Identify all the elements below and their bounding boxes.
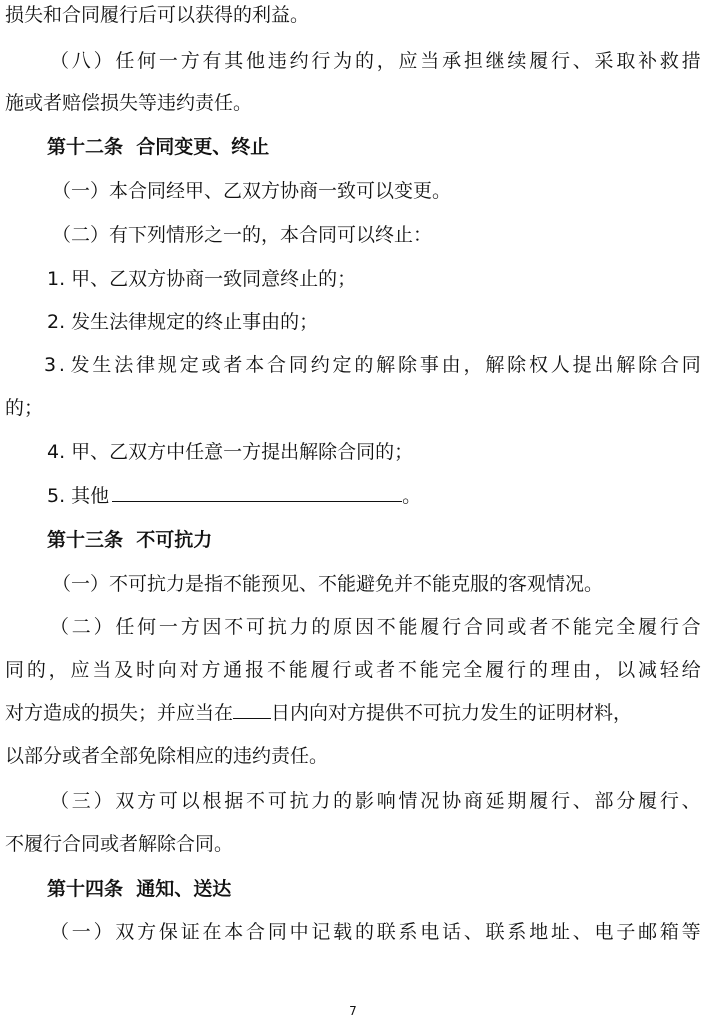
text-char: 载 — [333, 921, 353, 943]
text-char: 何 — [137, 50, 157, 72]
body-line: 施或者赔偿损失等违约责任。 — [5, 92, 253, 114]
text-char: 协 — [442, 790, 462, 812]
text-char: 因 — [202, 616, 222, 638]
text-char: 本 — [245, 354, 265, 376]
text-char: 电 — [594, 921, 614, 943]
text-char: 事 — [419, 354, 439, 376]
list-item-end: 。 — [402, 485, 422, 507]
body-line — [0, 786, 706, 816]
text-char: 能 — [288, 659, 308, 681]
text-char: 承 — [442, 50, 462, 72]
text-char: 者 — [529, 616, 549, 638]
text-char: 方 — [201, 659, 221, 681]
text-char: 生 — [92, 354, 112, 376]
text-char: 一 — [158, 50, 178, 72]
text-char: 行 — [659, 790, 679, 812]
text-char: 约 — [289, 50, 309, 72]
text-char: 、 — [572, 921, 592, 943]
section-heading: 第十二条 合同变更、终止 — [47, 136, 270, 158]
text-char: 补 — [638, 50, 658, 72]
text-char: 、 — [463, 921, 483, 943]
text-char: 提 — [572, 354, 592, 376]
text-char: 者 — [223, 354, 243, 376]
text-char: 出 — [594, 354, 614, 376]
text-char: 及 — [114, 659, 134, 681]
list-item: 2. 发生法律规定的终止事由的； — [47, 311, 319, 333]
text-char: 三 — [71, 790, 91, 812]
text-char: 合 — [659, 354, 679, 376]
text-char: 的 — [354, 354, 374, 376]
text-char: 方 — [137, 921, 157, 943]
text-char: 轻 — [659, 659, 679, 681]
text-char: 他 — [246, 50, 266, 72]
text-char: 除 — [638, 354, 658, 376]
text-char: 为 — [333, 50, 353, 72]
text-char: 定 — [332, 354, 352, 376]
text-char: 行 — [550, 50, 570, 72]
text-char: 方 — [180, 50, 200, 72]
text-char: 的 — [311, 616, 331, 638]
section-heading: 第十四条 通知、送达 — [47, 878, 232, 900]
text-char: 当 — [420, 50, 440, 72]
text-char: 有 — [202, 50, 222, 72]
text-char: 全 — [463, 659, 483, 681]
text-char: ） — [93, 616, 113, 638]
text-char: 期 — [507, 790, 527, 812]
text-char: 合 — [246, 921, 266, 943]
text-char: 完 — [594, 616, 614, 638]
text-char: 不 — [376, 616, 396, 638]
text-char: 同 — [485, 616, 505, 638]
text-char: 以 — [180, 790, 200, 812]
text-char: 救 — [659, 50, 679, 72]
text-char: 权 — [528, 354, 548, 376]
text-char: 通 — [223, 659, 243, 681]
text-char: 违 — [267, 50, 287, 72]
text-char: 联 — [485, 921, 505, 943]
text-char: 理 — [550, 659, 570, 681]
text-char: 、 — [572, 790, 592, 812]
text-char: 的 — [528, 659, 548, 681]
body-line: （一）不可抗力是指不能预见、不能避免并不能克服的客观情况。 — [52, 573, 604, 595]
text-char: 时 — [135, 659, 155, 681]
text-after-blank: 日内向对方提供不可抗力发生的证明材料， — [271, 702, 633, 724]
text-char: 系 — [507, 921, 527, 943]
text-char: 完 — [441, 659, 461, 681]
text-char: 抗 — [267, 616, 287, 638]
text-char: 解 — [485, 354, 505, 376]
text-char: 根 — [202, 790, 222, 812]
text-char: 以 — [616, 659, 636, 681]
text-char: 可 — [246, 616, 266, 638]
text-char: 力 — [311, 790, 331, 812]
text-char: 况 — [420, 790, 440, 812]
text-char: 原 — [333, 616, 353, 638]
text-char: （ — [50, 616, 70, 638]
list-item-label: 5. 其他 — [47, 485, 110, 507]
text-char: 话 — [442, 921, 462, 943]
text-char: 应 — [70, 659, 90, 681]
text-char: 续 — [507, 50, 527, 72]
text-char: 解 — [616, 354, 636, 376]
text-char: 应 — [398, 50, 418, 72]
text-char: 何 — [137, 616, 157, 638]
text-char: 行 — [507, 659, 527, 681]
text-char: 履 — [310, 659, 330, 681]
text-char: 据 — [224, 790, 244, 812]
body-line — [0, 655, 706, 685]
text-char: 同 — [5, 659, 25, 681]
text-char: （ — [50, 50, 70, 72]
text-char: 因 — [354, 616, 374, 638]
text-char: 商 — [463, 790, 483, 812]
text-char: 规 — [157, 354, 177, 376]
text-before-blank: 对方造成的损失；并应当在 — [5, 702, 234, 724]
text-char: 解 — [376, 354, 396, 376]
text-char: 或 — [354, 659, 374, 681]
body-line: 不履行合同或者解除合同。 — [5, 833, 234, 855]
list-item: 1. 甲、乙双方协商一致同意终止的； — [47, 268, 357, 290]
text-char: 延 — [485, 790, 505, 812]
fill-in-blank — [112, 482, 402, 502]
section-heading: 第十三条 不可抗力 — [47, 529, 213, 551]
text-char: （ — [50, 921, 70, 943]
text-char: 本 — [224, 921, 244, 943]
text-char: 行 — [311, 50, 331, 72]
text-char: 对 — [179, 659, 199, 681]
text-char: 全 — [616, 616, 636, 638]
text-char: 任 — [115, 50, 135, 72]
text-char: 抗 — [289, 790, 309, 812]
text-char: 3 — [44, 354, 57, 376]
text-char: 行 — [550, 790, 570, 812]
text-char: 约 — [310, 354, 330, 376]
text-char: 其 — [224, 50, 244, 72]
text-char: 履 — [638, 790, 658, 812]
text-char: 同 — [681, 354, 701, 376]
body-line: （一）本合同经甲、乙双方协商一致可以变更。 — [52, 180, 452, 202]
fill-in-blank — [233, 699, 271, 719]
text-char: 情 — [398, 790, 418, 812]
text-char: 能 — [398, 616, 418, 638]
list-item: 4. 甲、乙双方中任意一方提出解除合同的； — [47, 441, 414, 463]
text-char: 合 — [681, 616, 701, 638]
text-char: 影 — [354, 790, 374, 812]
text-char: 向 — [157, 659, 177, 681]
text-char: 双 — [115, 790, 135, 812]
text-char: ） — [93, 790, 113, 812]
body-line: 损失和合同履行后可以获得的利益。 — [5, 4, 310, 26]
text-char: 电 — [420, 921, 440, 943]
text-char: 或 — [507, 616, 527, 638]
text-char: 不 — [246, 790, 266, 812]
text-char: 或 — [201, 354, 221, 376]
body-line — [0, 612, 706, 642]
body-line: 以部分或者全部免除相应的违约责任。 — [5, 745, 329, 767]
body-line — [0, 917, 706, 947]
list-item — [0, 350, 706, 380]
body-line — [5, 698, 706, 728]
text-char: 除 — [398, 354, 418, 376]
body-line: （二）有下列情形之一的，本合同可以终止： — [52, 224, 433, 246]
text-char: ， — [376, 50, 396, 72]
text-char: 响 — [376, 790, 396, 812]
text-char: 在 — [202, 921, 222, 943]
text-char: 采 — [594, 50, 614, 72]
text-char: 不 — [266, 659, 286, 681]
text-char: 能 — [572, 616, 592, 638]
text-char: 担 — [463, 50, 483, 72]
text-char: 的 — [354, 921, 374, 943]
text-char: 联 — [376, 921, 396, 943]
text-char: 履 — [529, 50, 549, 72]
text-char: ） — [93, 50, 113, 72]
text-char: （ — [50, 790, 70, 812]
text-char: 给 — [681, 659, 701, 681]
text-char: 定 — [179, 354, 199, 376]
list-item — [47, 481, 706, 511]
text-char: 报 — [245, 659, 265, 681]
text-char: ， — [48, 659, 68, 681]
text-char: 合 — [463, 616, 483, 638]
text-char: 减 — [638, 659, 658, 681]
text-char: 二 — [71, 616, 91, 638]
text-char: 址 — [550, 921, 570, 943]
text-char: ， — [594, 659, 614, 681]
text-char: 由 — [572, 659, 592, 681]
body-line: 的； — [5, 397, 44, 419]
text-char: 措 — [681, 50, 701, 72]
text-char: 行 — [442, 616, 462, 638]
text-char: 不 — [224, 616, 244, 638]
text-char: 同 — [288, 354, 308, 376]
text-char: 箱 — [659, 921, 679, 943]
text-char: 履 — [529, 790, 549, 812]
text-char: 不 — [397, 659, 417, 681]
text-char: 子 — [616, 921, 636, 943]
text-char: 双 — [115, 921, 135, 943]
text-char: 地 — [529, 921, 549, 943]
text-char: 任 — [115, 616, 135, 638]
text-char: 继 — [485, 50, 505, 72]
text-char: 保 — [158, 921, 178, 943]
text-char: 发 — [70, 354, 90, 376]
text-char: 的 — [26, 659, 46, 681]
text-char: 取 — [616, 50, 636, 72]
text-char: 力 — [289, 616, 309, 638]
text-char: 履 — [638, 616, 658, 638]
text-char: 能 — [419, 659, 439, 681]
text-char: 合 — [267, 354, 287, 376]
text-char: 的 — [333, 790, 353, 812]
text-char: ， — [463, 354, 483, 376]
text-char: 履 — [485, 659, 505, 681]
text-char: 系 — [398, 921, 418, 943]
text-char: 、 — [572, 50, 592, 72]
text-char: 者 — [376, 659, 396, 681]
text-char: 律 — [136, 354, 156, 376]
text-char: 一 — [71, 921, 91, 943]
text-char: 方 — [137, 790, 157, 812]
text-char: 同 — [267, 921, 287, 943]
text-char: 分 — [616, 790, 636, 812]
text-char: 行 — [659, 616, 679, 638]
text-char: 人 — [550, 354, 570, 376]
text-char: 部 — [594, 790, 614, 812]
text-char: ） — [93, 921, 113, 943]
text-char: 、 — [681, 790, 701, 812]
text-char: 邮 — [638, 921, 658, 943]
text-char: 可 — [158, 790, 178, 812]
text-char: 履 — [420, 616, 440, 638]
page-number: 7 — [349, 1004, 357, 1018]
text-char: 法 — [114, 354, 134, 376]
text-char: 证 — [180, 921, 200, 943]
text-char: 行 — [332, 659, 352, 681]
text-char: 一 — [158, 616, 178, 638]
text-char: 记 — [311, 921, 331, 943]
text-char: 的 — [354, 50, 374, 72]
text-char: 八 — [71, 50, 91, 72]
text-char: 由 — [441, 354, 461, 376]
text-char: 可 — [267, 790, 287, 812]
text-char: 方 — [180, 616, 200, 638]
text-char: 不 — [550, 616, 570, 638]
text-char: . — [58, 354, 65, 376]
text-char: 除 — [507, 354, 527, 376]
text-char: 中 — [289, 921, 309, 943]
body-line — [0, 46, 706, 76]
text-char: 等 — [681, 921, 701, 943]
text-char: 当 — [92, 659, 112, 681]
